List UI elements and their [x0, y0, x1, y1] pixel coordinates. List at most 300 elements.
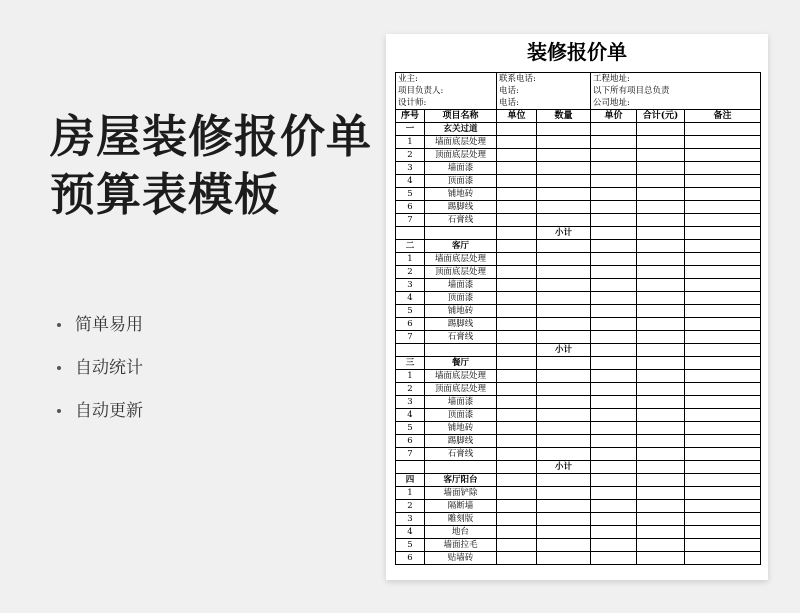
- table-cell: [537, 539, 591, 552]
- row-number: 3: [396, 279, 425, 292]
- table-cell: [497, 331, 537, 344]
- table-cell: [591, 409, 637, 422]
- row-number: 2: [396, 383, 425, 396]
- item-name: 墙面拉毛: [425, 539, 497, 552]
- item-name: 墙面漆: [425, 162, 497, 175]
- table-row: [396, 487, 761, 500]
- table-cell: [591, 136, 637, 149]
- table-cell: [537, 370, 591, 383]
- table-cell: [497, 357, 537, 370]
- table-cell: [591, 227, 637, 240]
- table-row: [396, 136, 761, 149]
- table-cell: [537, 136, 591, 149]
- table-cell: [497, 487, 537, 500]
- table-cell: [685, 526, 761, 539]
- info-row: [396, 85, 761, 97]
- column-header: 合计(元): [637, 110, 685, 123]
- table-cell: [685, 344, 761, 357]
- table-cell: [591, 552, 637, 565]
- table-cell: [497, 448, 537, 461]
- table-cell: [637, 175, 685, 188]
- table-cell: [591, 487, 637, 500]
- table-cell: [685, 461, 761, 474]
- table-row: [396, 370, 761, 383]
- item-name: 顶面底层处理: [425, 383, 497, 396]
- table-row: [396, 149, 761, 162]
- bullet-icon: [57, 366, 61, 370]
- table-row: [396, 318, 761, 331]
- table-row: [396, 266, 761, 279]
- table-cell: [537, 214, 591, 227]
- row-number: 3: [396, 513, 425, 526]
- table-cell: [537, 175, 591, 188]
- info-cell: 电话:: [497, 85, 591, 97]
- info-row: [396, 73, 761, 86]
- table-cell: [685, 474, 761, 487]
- table-cell: [637, 552, 685, 565]
- row-number: 6: [396, 435, 425, 448]
- table-cell: [497, 305, 537, 318]
- headline-line-2: 预算表模板: [50, 168, 281, 221]
- table-cell: [637, 461, 685, 474]
- item-name: 踢脚线: [425, 201, 497, 214]
- table-cell: [537, 123, 591, 136]
- item-name: 雕刻版: [425, 513, 497, 526]
- table-cell: [637, 357, 685, 370]
- section-row: [396, 474, 761, 487]
- table-cell: [685, 266, 761, 279]
- table-cell: [497, 253, 537, 266]
- row-number: 1: [396, 370, 425, 383]
- row-number: 1: [396, 487, 425, 500]
- table-cell: [537, 552, 591, 565]
- subtotal-label: 小计: [537, 461, 591, 474]
- row-number: 1: [396, 253, 425, 266]
- item-name: 隔断墙: [425, 500, 497, 513]
- table-cell: [537, 500, 591, 513]
- table-cell: [637, 513, 685, 526]
- table-row: [396, 435, 761, 448]
- table-cell: [497, 409, 537, 422]
- subtotal-row: [396, 344, 761, 357]
- column-header: 备注: [685, 110, 761, 123]
- table-cell: [537, 526, 591, 539]
- headline-line-1: 房屋装修报价单: [50, 110, 373, 163]
- quote-table: [395, 72, 761, 565]
- table-cell: [637, 409, 685, 422]
- table-cell: [637, 500, 685, 513]
- table-cell: [537, 149, 591, 162]
- item-name: 踢脚线: [425, 318, 497, 331]
- table-cell: [591, 344, 637, 357]
- table-cell: [537, 162, 591, 175]
- table-cell: [685, 188, 761, 201]
- table-cell: [637, 539, 685, 552]
- table-cell: [591, 370, 637, 383]
- item-name: 墙面漆: [425, 279, 497, 292]
- table-cell: [591, 357, 637, 370]
- info-cell: 公司地址:: [593, 98, 630, 108]
- table-cell: [685, 513, 761, 526]
- section-number: 四: [396, 474, 425, 487]
- quote-sheet: [386, 34, 768, 580]
- table-cell: [637, 344, 685, 357]
- row-number: 2: [396, 500, 425, 513]
- table-row: [396, 383, 761, 396]
- headline: [50, 108, 372, 224]
- table-cell: [396, 227, 425, 240]
- table-row: [396, 422, 761, 435]
- row-number: 6: [396, 552, 425, 565]
- section-name: 玄关过道: [425, 123, 497, 136]
- table-cell: [637, 149, 685, 162]
- item-name: 顶面漆: [425, 409, 497, 422]
- table-cell: [637, 162, 685, 175]
- table-cell: [637, 318, 685, 331]
- table-cell: [685, 383, 761, 396]
- table-cell: [537, 513, 591, 526]
- table-row: [396, 331, 761, 344]
- feature-item: 自动更新: [57, 396, 143, 439]
- table-cell: [637, 253, 685, 266]
- table-row: [396, 539, 761, 552]
- table-cell: [685, 305, 761, 318]
- table-cell: [537, 266, 591, 279]
- table-cell: [637, 201, 685, 214]
- row-number: 6: [396, 318, 425, 331]
- table-cell: [497, 474, 537, 487]
- column-header: 项目名称: [425, 110, 497, 123]
- table-cell: [537, 188, 591, 201]
- table-cell: [497, 513, 537, 526]
- item-name: 踢脚线: [425, 435, 497, 448]
- table-cell: [497, 188, 537, 201]
- table-cell: [497, 461, 537, 474]
- table-cell: [591, 188, 637, 201]
- table-cell: [497, 526, 537, 539]
- table-cell: [685, 227, 761, 240]
- table-row: [396, 513, 761, 526]
- subtotal-label: 小计: [537, 227, 591, 240]
- table-cell: [497, 162, 537, 175]
- table-row: [396, 526, 761, 539]
- table-cell: [685, 123, 761, 136]
- info-row: [396, 97, 761, 110]
- info-cell: 工程地址:: [593, 74, 630, 84]
- row-number: 5: [396, 422, 425, 435]
- table-cell: [537, 240, 591, 253]
- table-cell: [591, 123, 637, 136]
- table-cell: [637, 214, 685, 227]
- row-number: 4: [396, 526, 425, 539]
- table-cell: [537, 474, 591, 487]
- table-cell: [685, 435, 761, 448]
- table-cell: [637, 266, 685, 279]
- table-cell: [497, 344, 537, 357]
- table-cell: [637, 526, 685, 539]
- table-cell: [497, 227, 537, 240]
- item-name: 顶面漆: [425, 292, 497, 305]
- table-cell: [537, 396, 591, 409]
- table-cell: [497, 214, 537, 227]
- table-cell: [637, 435, 685, 448]
- table-cell: [637, 136, 685, 149]
- table-cell: [497, 123, 537, 136]
- column-header-row: [396, 110, 761, 123]
- column-header: 序号: [396, 110, 425, 123]
- table-cell: [591, 383, 637, 396]
- table-cell: [637, 279, 685, 292]
- row-number: 4: [396, 409, 425, 422]
- row-number: 3: [396, 162, 425, 175]
- table-cell: [537, 318, 591, 331]
- table-row: [396, 409, 761, 422]
- table-cell: [591, 292, 637, 305]
- table-row: [396, 214, 761, 227]
- subtotal-label: 小计: [537, 344, 591, 357]
- row-number: 7: [396, 448, 425, 461]
- table-cell: [637, 448, 685, 461]
- table-cell: [591, 448, 637, 461]
- table-cell: [685, 422, 761, 435]
- table-cell: [537, 292, 591, 305]
- row-number: 4: [396, 175, 425, 188]
- table-cell: [591, 500, 637, 513]
- table-cell: [685, 370, 761, 383]
- table-cell: [637, 474, 685, 487]
- table-cell: [497, 240, 537, 253]
- table-cell: [685, 331, 761, 344]
- table-cell: [591, 318, 637, 331]
- table-cell: [685, 162, 761, 175]
- item-name: 铺地砖: [425, 188, 497, 201]
- table-cell: [685, 279, 761, 292]
- table-cell: [425, 461, 497, 474]
- table-cell: [497, 435, 537, 448]
- table-row: [396, 396, 761, 409]
- table-cell: [685, 149, 761, 162]
- feature-item: 简单易用: [57, 310, 143, 353]
- table-cell: [685, 175, 761, 188]
- row-number: 2: [396, 149, 425, 162]
- section-row: [396, 240, 761, 253]
- subtotal-row: [396, 461, 761, 474]
- bullet-icon: [57, 409, 61, 413]
- table-cell: [537, 201, 591, 214]
- table-cell: [591, 253, 637, 266]
- table-cell: [497, 279, 537, 292]
- table-cell: [685, 539, 761, 552]
- info-cell: 项目负责人:: [396, 85, 497, 97]
- table-cell: [591, 526, 637, 539]
- item-name: 地台: [425, 526, 497, 539]
- table-cell: [396, 344, 425, 357]
- table-cell: [591, 240, 637, 253]
- table-cell: [497, 136, 537, 149]
- table-cell: [497, 201, 537, 214]
- table-cell: [537, 331, 591, 344]
- table-cell: [637, 370, 685, 383]
- table-cell: [685, 357, 761, 370]
- item-name: 墙面底层处理: [425, 370, 497, 383]
- item-name: 石膏线: [425, 331, 497, 344]
- table-cell: [537, 305, 591, 318]
- table-cell: [685, 201, 761, 214]
- bullet-icon: [57, 323, 61, 327]
- section-row: [396, 123, 761, 136]
- table-cell: [591, 279, 637, 292]
- table-cell: [591, 422, 637, 435]
- table-cell: [591, 266, 637, 279]
- table-cell: [497, 552, 537, 565]
- table-cell: [537, 435, 591, 448]
- sheet-title: 装修报价单: [527, 40, 627, 64]
- section-number: 一: [396, 123, 425, 136]
- table-cell: [637, 123, 685, 136]
- table-row: [396, 201, 761, 214]
- table-cell: [637, 305, 685, 318]
- table-cell: [591, 513, 637, 526]
- table-cell: [685, 500, 761, 513]
- info-cell: 业主:: [396, 73, 497, 86]
- item-name: 石膏线: [425, 214, 497, 227]
- table-cell: [591, 305, 637, 318]
- row-number: 2: [396, 266, 425, 279]
- column-header: 单价: [591, 110, 637, 123]
- section-name: 客厅: [425, 240, 497, 253]
- item-name: 顶面底层处理: [425, 266, 497, 279]
- feature-item: 自动统计: [57, 353, 143, 396]
- table-cell: [497, 149, 537, 162]
- table-cell: [685, 396, 761, 409]
- section-name: 餐厅: [425, 357, 497, 370]
- section-row: [396, 357, 761, 370]
- table-cell: [425, 227, 497, 240]
- table-cell: [685, 136, 761, 149]
- table-cell: [537, 253, 591, 266]
- table-cell: [537, 448, 591, 461]
- table-row: [396, 305, 761, 318]
- item-name: 墙面底层处理: [425, 253, 497, 266]
- table-cell: [537, 422, 591, 435]
- table-cell: [591, 539, 637, 552]
- table-row: [396, 500, 761, 513]
- table-cell: [685, 552, 761, 565]
- section-name: 客厅阳台: [425, 474, 497, 487]
- subtotal-row: [396, 227, 761, 240]
- row-number: 3: [396, 396, 425, 409]
- table-cell: [396, 461, 425, 474]
- table-cell: [637, 422, 685, 435]
- row-number: 7: [396, 214, 425, 227]
- table-row: [396, 279, 761, 292]
- table-cell: [637, 383, 685, 396]
- table-row: [396, 552, 761, 565]
- table-cell: [425, 344, 497, 357]
- item-name: 铺地砖: [425, 305, 497, 318]
- table-cell: [591, 149, 637, 162]
- table-cell: [537, 279, 591, 292]
- table-cell: [537, 409, 591, 422]
- table-cell: [685, 240, 761, 253]
- table-cell: [537, 357, 591, 370]
- row-number: 6: [396, 201, 425, 214]
- table-cell: [637, 487, 685, 500]
- table-cell: [591, 201, 637, 214]
- column-header: 单位: [497, 110, 537, 123]
- item-name: 墙面底层处理: [425, 136, 497, 149]
- table-row: [396, 448, 761, 461]
- section-number: 三: [396, 357, 425, 370]
- item-name: 顶面漆: [425, 175, 497, 188]
- table-cell: [637, 396, 685, 409]
- section-number: 二: [396, 240, 425, 253]
- info-cell: 联系电话:: [497, 73, 591, 86]
- row-number: 4: [396, 292, 425, 305]
- table-cell: [497, 318, 537, 331]
- table-cell: [497, 383, 537, 396]
- table-cell: [537, 383, 591, 396]
- table-cell: [591, 214, 637, 227]
- row-number: 1: [396, 136, 425, 149]
- table-cell: [685, 318, 761, 331]
- table-cell: [497, 396, 537, 409]
- table-cell: [497, 370, 537, 383]
- table-cell: [685, 253, 761, 266]
- table-cell: [591, 162, 637, 175]
- table-cell: [537, 487, 591, 500]
- table-cell: [497, 539, 537, 552]
- info-cell: 电话:: [497, 97, 591, 110]
- table-row: [396, 175, 761, 188]
- row-number: 7: [396, 331, 425, 344]
- feature-list: [57, 310, 143, 439]
- table-cell: [637, 240, 685, 253]
- item-name: 铺地砖: [425, 422, 497, 435]
- table-cell: [591, 396, 637, 409]
- table-cell: [497, 292, 537, 305]
- row-number: 5: [396, 188, 425, 201]
- table-cell: [591, 331, 637, 344]
- table-cell: [497, 266, 537, 279]
- table-cell: [497, 500, 537, 513]
- table-row: [396, 292, 761, 305]
- item-name: 墙面漆: [425, 396, 497, 409]
- table-cell: [685, 292, 761, 305]
- row-number: 5: [396, 305, 425, 318]
- info-cell: 以下所有项目总负责: [593, 86, 670, 96]
- item-name: 顶面底层处理: [425, 149, 497, 162]
- table-cell: [685, 448, 761, 461]
- column-header: 数量: [537, 110, 591, 123]
- table-cell: [685, 214, 761, 227]
- item-name: 石膏线: [425, 448, 497, 461]
- table-row: [396, 162, 761, 175]
- table-cell: [591, 435, 637, 448]
- row-number: 5: [396, 539, 425, 552]
- table-cell: [637, 188, 685, 201]
- table-cell: [637, 292, 685, 305]
- info-cell: 设计师:: [396, 97, 497, 110]
- item-name: 墙面铲除: [425, 487, 497, 500]
- table-row: [396, 188, 761, 201]
- table-cell: [497, 175, 537, 188]
- table-cell: [591, 474, 637, 487]
- table-cell: [685, 409, 761, 422]
- table-cell: [685, 487, 761, 500]
- table-cell: [591, 175, 637, 188]
- item-name: 贴墙砖: [425, 552, 497, 565]
